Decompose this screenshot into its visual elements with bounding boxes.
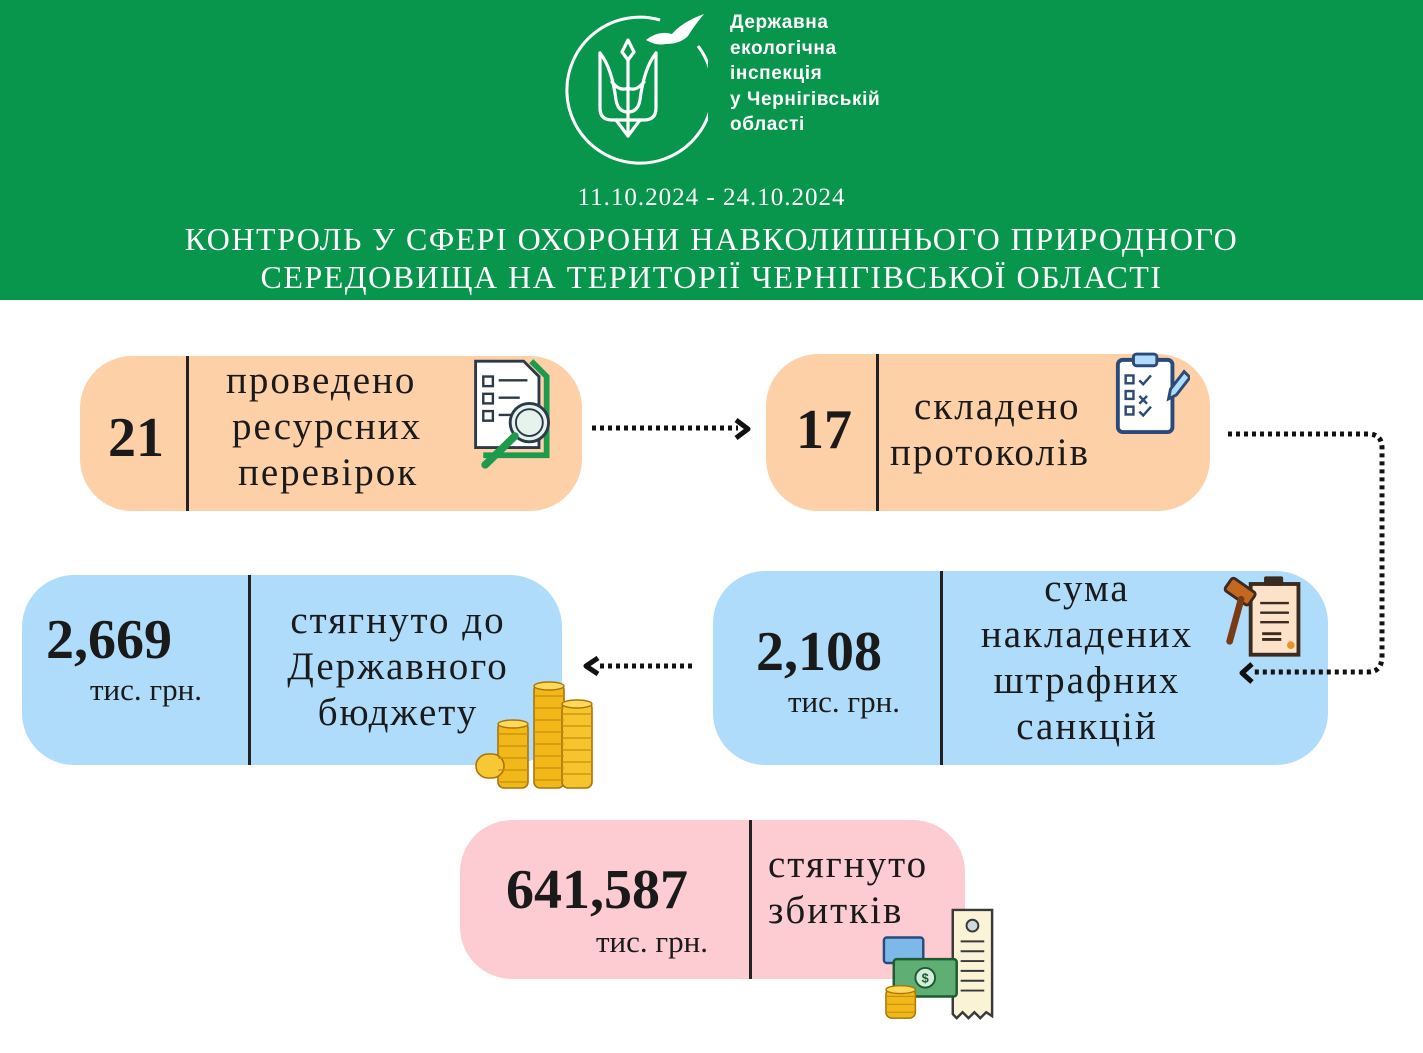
- arrow-inspections-to-protocols: [590, 418, 755, 444]
- organization-name: [730, 10, 880, 138]
- header-banner: [0, 0, 1423, 300]
- inspections-label-line: ресурсних: [232, 405, 423, 448]
- document-magnifier-icon: [466, 354, 562, 472]
- org-name-line: у Чернігівській: [730, 88, 881, 110]
- inspections-count: 21: [108, 407, 164, 469]
- inspections-label: [214, 358, 474, 496]
- budget-unit: тис. грн.: [90, 672, 202, 707]
- damages-amount: 641,587: [506, 859, 688, 921]
- fines-label-line: штрафних: [993, 659, 1181, 702]
- page-title-line: СЕРЕДОВИЩА НА ТЕРИТОРІЇ ЧЕРНІГІВСЬКОЇ ОБЛАСТІ: [260, 259, 1163, 295]
- coin-stacks-icon: [470, 676, 594, 796]
- arrow-fines-to-budget: [578, 652, 696, 678]
- fines-divider: [940, 571, 943, 765]
- inspections-label-line: перевірок: [238, 451, 419, 494]
- budget-divider: [248, 575, 251, 765]
- org-name-line: Державна: [730, 12, 829, 33]
- page-title-line: КОНТРОЛЬ У СФЕРІ ОХОРОНИ НАВКОЛИШНЬОГО ПРИРОДНОГО: [184, 221, 1239, 257]
- inspections-label-line: проведено: [226, 359, 417, 402]
- fines-label-line: накладених: [980, 613, 1194, 656]
- money-receipt-icon: [880, 906, 998, 1024]
- org-name-line: області: [730, 114, 805, 135]
- protocols-label-line: складено: [914, 385, 1081, 428]
- reporting-period: 11.10.2024 - 24.10.2024: [577, 184, 846, 211]
- fines-label-line: сума: [1044, 567, 1130, 610]
- fines-label-line: санкцій: [1016, 705, 1158, 748]
- protocols-label: [884, 384, 1144, 476]
- damages-unit: тис. грн.: [596, 924, 708, 959]
- budget-label-line: стягнуто до: [290, 599, 506, 642]
- svg-text:$: $: [921, 970, 929, 986]
- fines-amount: 2,108: [756, 621, 882, 683]
- fines-unit: тис. грн.: [788, 684, 900, 719]
- damages-divider: [749, 820, 752, 979]
- org-name-line: інспекція: [730, 63, 823, 84]
- arrow-protocols-to-fines: [1222, 420, 1392, 690]
- budget-amount: 2,669: [46, 609, 172, 671]
- fines-label: [952, 566, 1222, 750]
- damages-label-line: стягнуто: [768, 843, 929, 886]
- protocols-divider: [876, 354, 879, 511]
- protocols-label-line: протоколів: [890, 431, 1091, 474]
- damages-label-line: збитків: [768, 889, 904, 932]
- page-title: [0, 220, 1423, 296]
- inspections-divider: [186, 356, 189, 511]
- clipboard-checklist-icon: [1112, 350, 1190, 438]
- ukraine-trident-emblem-icon: [548, 8, 708, 168]
- protocols-count: 17: [796, 399, 852, 461]
- budget-label-line: бюджету: [317, 691, 479, 734]
- org-name-line: екологічна: [730, 37, 837, 59]
- budget-label-line: Державного: [287, 645, 509, 688]
